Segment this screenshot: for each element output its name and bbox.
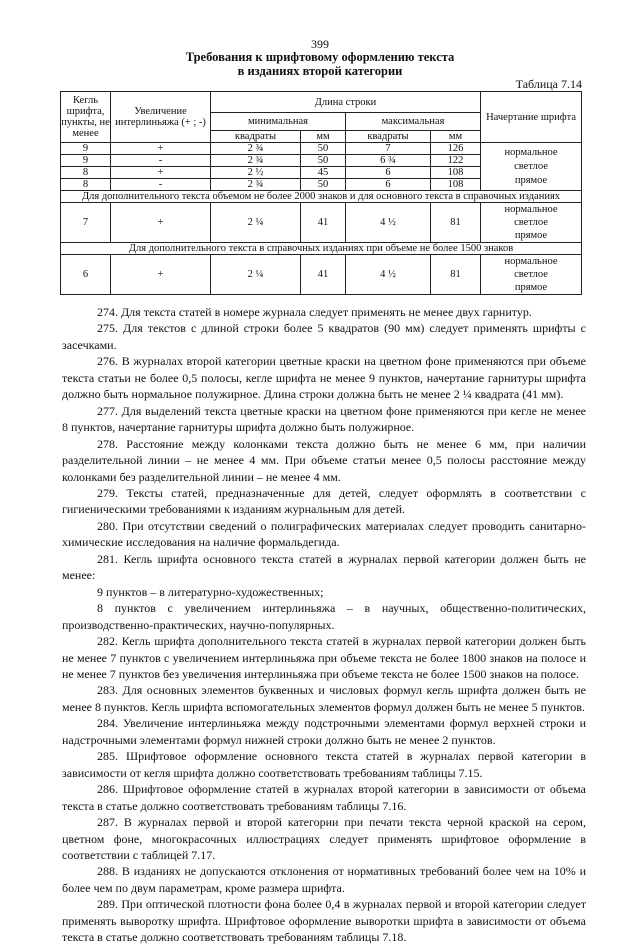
title-line: Требования к шрифтовому оформлению текста [185, 50, 455, 64]
table-section-row [61, 243, 582, 255]
cell: 2 ¼ [211, 203, 301, 243]
cell: + [111, 255, 211, 295]
header-mm: мм [301, 131, 346, 143]
table-row [61, 143, 582, 155]
cell: 9 [61, 143, 111, 155]
header-squares: квадраты [346, 131, 431, 143]
header-size: Кегль шрифта, пункты, не менее [61, 92, 111, 143]
cell: 6 ¾ [346, 155, 431, 167]
cell: 7 [61, 203, 111, 243]
cell: 41 [301, 203, 346, 243]
paragraph: 283. Для основных элементов буквенных и числовых формул кегль шрифта должен быть не менее 8 пунктов. Кегль шрифта вспомогательных элементов формул должен быть не менее 5 пунктов. [62, 683, 586, 714]
cell: 81 [431, 203, 481, 243]
paragraph: 289. При оптической плотности фона более 0,4 в журналах первой и второй категории следует применять выворотку шрифта. Шрифтовое оформление выворотки шрифта в зависимости от объема текста в статье должно соответствовать требованиям таблицы 7.18. [62, 897, 586, 945]
cell: 4 ½ [346, 255, 431, 295]
cell: 41 [301, 255, 346, 295]
paragraph: 285. Шрифтовое оформление основного текста статей в журналах первой категории в зависимости от кегля шрифта должно соответствовать требованиям таблицы 7.15. [62, 749, 586, 780]
style-cell: нормальное светлое прямое [481, 203, 582, 243]
table-row [61, 255, 582, 295]
cell: - [111, 179, 211, 191]
cell: 8 [61, 167, 111, 179]
paragraph: 275. Для текстов с длиной строки более 5 квадратов (90 мм) следует применять шрифты с засечками. [62, 321, 586, 352]
cell: - [111, 155, 211, 167]
paragraph: 287. В журналах первой и второй категории при печати текста черной краской на сером, цветном фоне, многокрасочных иллюстрациях следует применять шрифтовое оформление в соответствии с таблицей 7.17. [62, 815, 586, 862]
paragraph: 281. Кегль шрифта основного текста статей в журналах первой категории должен быть не менее: [62, 551, 586, 583]
body-text [62, 304, 586, 946]
cell: 126 [431, 143, 481, 155]
cell: 6 [346, 179, 431, 191]
section-caption: Для дополнительного текста в справочных изданиях при объеме не более 1500 знаков [61, 243, 582, 255]
style-cell: нормальное светлое прямое [481, 143, 582, 191]
cell: 50 [301, 143, 346, 155]
cell: 6 [346, 167, 431, 179]
header-leading: Увеличение интерлиньяжа (+ ; -) [111, 92, 211, 143]
paragraph: 284. Увеличение интерлиньяжа между подстрочными элементами формул верхней строки и надстрочными элементами формул нижней строки должно быть не менее 2 пунктов. [62, 716, 586, 747]
page-number: 399 [311, 37, 329, 51]
header-line-length: Длина строки [211, 92, 481, 113]
header-style: Начертание шрифта [481, 92, 582, 143]
paragraph: 280. При отсутствии сведений о полиграфических материалах следует проводить санитарно-химические исследования на наличие формальдегида. [62, 518, 586, 550]
paragraph: 279. Тексты статей, предназначенные для детей, следует оформлять в соответствии с гигиеническими требованиями к изданиям журнальным для детей. [62, 485, 586, 517]
cell: 50 [301, 179, 346, 191]
cell: 7 [346, 143, 431, 155]
cell: 2 ¾ [211, 143, 301, 155]
header-mm: мм [431, 131, 481, 143]
header-max: максимальная [346, 113, 481, 131]
cell: 6 [61, 255, 111, 295]
paragraph: 282. Кегль шрифта дополнительного текста статей в журналах первой категории должен быть не менее 7 пунктов с увеличением интерлиньяжа при объеме текста не более 1800 знаков на полосе и не менее 7 пунктов без увеличения интерлиньяжа при объеме текста не более 1500 знаков на полосе. [62, 634, 586, 681]
cell: + [111, 143, 211, 155]
paragraph: 288. В изданиях не допускаются отклонения от нормативных требований более чем на 10% и более чем по двум параметрам, кроме размера шрифта. [62, 864, 586, 895]
style-cell: нормальное светлое прямое [481, 255, 582, 295]
paragraph: 9 пунктов – в литературно-художественных; [97, 584, 324, 599]
cell: + [111, 203, 211, 243]
paragraph: 274. Для текста статей в номере журнала следует применять не менее двух гарнитур. [97, 305, 532, 319]
header-squares: квадраты [211, 131, 301, 143]
page-title [0, 50, 640, 78]
cell: 2 ¾ [211, 179, 301, 191]
cell: + [111, 167, 211, 179]
section-caption: Для дополнительного текста объемом не более 2000 знаков и для основного текста в справочных изданиях [61, 191, 582, 203]
cell: 2 ¾ [211, 155, 301, 167]
cell: 2 ½ [211, 167, 301, 179]
table-row [61, 203, 582, 243]
cell: 108 [431, 179, 481, 191]
cell: 108 [431, 167, 481, 179]
paragraph: 278. Расстояние между колонками текста должно быть не менее 6 мм, при наличии разделительной линии – не менее 4 мм. При объеме статьи менее 0,5 полосы расстояние между колонками без разделительной линии – не менее 4 мм. [62, 436, 586, 484]
cell: 45 [301, 167, 346, 179]
paragraph: 277. Для выделений текста цветные краски на цветном фоне применяются при кегле не менее 8 пунктов, начертание гарнитуры шрифта должно быть полужирное. [62, 403, 586, 435]
cell: 9 [61, 155, 111, 167]
cell: 50 [301, 155, 346, 167]
paragraph: 286. Шрифтовое оформление статей в журналах второй категории в зависимости от объема текста в статье должно соответствовать требованиям таблицы 7.16. [62, 782, 586, 813]
requirements-table [60, 91, 582, 295]
cell: 122 [431, 155, 481, 167]
paragraph: 8 пунктов с увеличением интерлиньяжа – в научных, общественно-политических, производственно-практических, научно-популярных. [62, 601, 586, 632]
table-section-row [61, 191, 582, 203]
header-min: минимальная [211, 113, 346, 131]
cell: 4 ½ [346, 203, 431, 243]
cell: 8 [61, 179, 111, 191]
table-label: Таблица 7.14 [515, 77, 582, 91]
cell: 2 ¼ [211, 255, 301, 295]
paragraph: 276. В журналах второй категории цветные краски на цветном фоне применяются при объеме текста статьи не более 0,5 полосы, кегле шрифта не менее 9 пунктов, начертание гарнитуры шрифта должно быть нормальное полужирное. Длина строки должна быть не менее 2 ¼ квадрата (41 мм). [62, 354, 586, 402]
title-line: в изданиях второй категории [237, 64, 403, 78]
cell: 81 [431, 255, 481, 295]
